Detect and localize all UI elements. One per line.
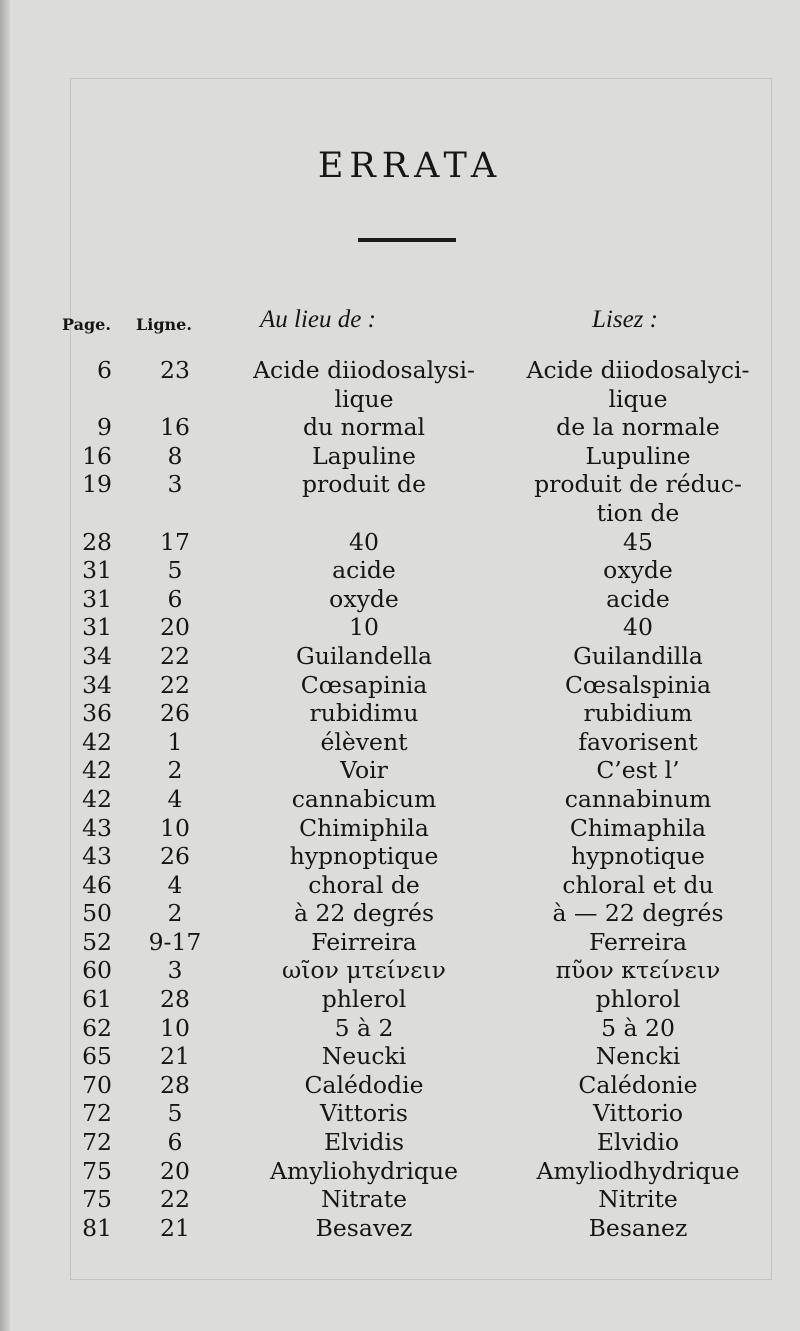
errata-row xyxy=(0,956,800,985)
errata-row xyxy=(0,413,800,442)
row-au-lieu-de xyxy=(218,642,510,671)
row-page-number: 52 xyxy=(82,927,112,956)
row-lisez xyxy=(500,756,776,785)
header-au-lieu-de: Au lieu de : xyxy=(260,306,376,333)
row-line-number: 8 xyxy=(167,441,183,470)
au-lieu-de-text: du normal xyxy=(303,413,425,442)
row-lisez xyxy=(500,613,776,642)
row-lisez xyxy=(500,413,776,442)
row-au-lieu-de xyxy=(218,842,510,871)
lisez-text: 5 à 20 xyxy=(601,1013,675,1042)
lisez-text: Nitrite xyxy=(598,1185,678,1214)
row-au-lieu-de xyxy=(218,442,510,471)
row-au-lieu-de xyxy=(218,1214,510,1243)
errata-row xyxy=(0,642,800,671)
row-line-number: 17 xyxy=(160,527,190,556)
row-line-number: 10 xyxy=(160,1013,190,1042)
row-au-lieu-de xyxy=(218,871,510,900)
au-lieu-de-text: 10 xyxy=(349,613,379,642)
row-page-number: 42 xyxy=(82,784,112,813)
row-line-number: 21 xyxy=(160,1213,190,1242)
errata-row xyxy=(0,585,800,614)
lisez-text: de la normale xyxy=(556,413,720,442)
errata-row xyxy=(0,842,800,871)
row-page-number: 31 xyxy=(82,584,112,613)
row-au-lieu-de xyxy=(218,1185,510,1214)
errata-row xyxy=(0,613,800,642)
row-au-lieu-de xyxy=(218,413,510,442)
au-lieu-de-text: Elvidis xyxy=(323,1128,405,1157)
errata-row xyxy=(0,671,800,700)
row-lisez xyxy=(500,699,776,728)
row-lisez xyxy=(500,1214,776,1243)
errata-row xyxy=(0,528,800,557)
row-page-number: 31 xyxy=(82,556,112,585)
page-title: ERRATA xyxy=(317,146,503,186)
row-line-number: 9-17 xyxy=(148,927,202,956)
row-line-number: 6 xyxy=(167,584,183,613)
au-lieu-de-text: acide xyxy=(332,556,396,585)
au-lieu-de-text: rubidimu xyxy=(309,699,419,728)
row-line-number: 2 xyxy=(167,899,183,928)
lisez-text: πῦον κτείνειν xyxy=(555,956,721,985)
row-page-number: 34 xyxy=(82,670,112,699)
row-au-lieu-de xyxy=(218,671,510,700)
au-lieu-de-text: Feirreira xyxy=(311,927,417,956)
row-line-number: 10 xyxy=(160,813,190,842)
errata-row xyxy=(0,1071,800,1100)
row-lisez xyxy=(500,1128,776,1157)
row-lisez xyxy=(500,442,776,471)
row-line-number: 23 xyxy=(160,356,190,384)
au-lieu-de-text: Nitrate xyxy=(320,1185,408,1214)
row-lisez xyxy=(500,871,776,900)
row-lisez xyxy=(500,671,776,700)
au-lieu-de-text: Besavez xyxy=(315,1213,413,1242)
row-au-lieu-de xyxy=(218,528,510,557)
au-lieu-de-text: Chimiphila xyxy=(299,813,429,842)
row-page-number: 43 xyxy=(82,813,112,842)
row-au-lieu-de xyxy=(218,470,510,499)
errata-row xyxy=(0,1099,800,1128)
lisez-text: hypnotique xyxy=(571,842,705,871)
row-line-number: 4 xyxy=(167,784,183,813)
title-rule xyxy=(358,238,456,242)
lisez-text: tion de xyxy=(596,498,680,527)
row-au-lieu-de xyxy=(218,756,510,785)
row-page-number: 9 xyxy=(97,413,112,442)
row-lisez xyxy=(500,470,776,527)
row-au-lieu-de xyxy=(218,556,510,585)
lisez-text: oxyde xyxy=(603,556,673,585)
row-page-number: 36 xyxy=(82,699,112,728)
row-page-number: 16 xyxy=(82,441,112,470)
lisez-text: Besanez xyxy=(588,1213,688,1242)
row-au-lieu-de xyxy=(218,1042,510,1071)
au-lieu-de-text: Amyliohydrique xyxy=(270,1156,458,1185)
row-line-number: 22 xyxy=(160,670,190,699)
lisez-text: cannabinum xyxy=(564,784,712,813)
row-au-lieu-de xyxy=(218,613,510,642)
row-au-lieu-de xyxy=(218,985,510,1014)
row-line-number: 20 xyxy=(160,1156,190,1185)
row-line-number: 16 xyxy=(160,413,190,442)
row-lisez xyxy=(500,1014,776,1043)
au-lieu-de-text: cannabicum xyxy=(291,784,437,813)
row-page-number: 81 xyxy=(82,1213,112,1242)
row-line-number: 3 xyxy=(167,956,183,985)
au-lieu-de-text: Cœsapinia xyxy=(300,670,428,699)
au-lieu-de-text: hypnoptique xyxy=(289,842,439,871)
row-au-lieu-de xyxy=(218,956,510,985)
au-lieu-de-text: élèvent xyxy=(320,727,408,756)
row-lisez xyxy=(500,585,776,614)
errata-row xyxy=(0,814,800,843)
lisez-text: 45 xyxy=(623,527,653,556)
lisez-text: Elvidio xyxy=(596,1128,680,1157)
row-au-lieu-de xyxy=(218,928,510,957)
row-line-number: 5 xyxy=(167,1099,183,1128)
row-page-number: 50 xyxy=(82,899,112,928)
row-au-lieu-de xyxy=(218,1157,510,1186)
errata-row xyxy=(0,1157,800,1186)
row-page-number: 28 xyxy=(82,527,112,556)
au-lieu-de-text: choral de xyxy=(308,870,420,899)
row-line-number: 28 xyxy=(160,985,190,1014)
errata-row xyxy=(0,785,800,814)
lisez-text: à — 22 degrés xyxy=(552,899,724,928)
lisez-text: favorisent xyxy=(578,727,698,756)
lisez-text: Ferreira xyxy=(588,927,688,956)
errata-row xyxy=(0,1128,800,1157)
row-page-number: 42 xyxy=(82,756,112,785)
lisez-text: produit de réduc- xyxy=(534,470,742,499)
row-page-number: 75 xyxy=(82,1185,112,1214)
row-page-number: 43 xyxy=(82,842,112,871)
row-lisez xyxy=(500,985,776,1014)
errata-table xyxy=(0,356,800,1242)
row-line-number: 26 xyxy=(160,699,190,728)
au-lieu-de-text: Vittoris xyxy=(320,1099,408,1128)
errata-row xyxy=(0,356,800,413)
errata-row xyxy=(0,899,800,928)
row-lisez xyxy=(500,1071,776,1100)
row-line-number: 28 xyxy=(160,1070,190,1099)
row-line-number: 5 xyxy=(167,556,183,585)
lisez-text: Vittorio xyxy=(592,1099,683,1128)
row-au-lieu-de xyxy=(218,785,510,814)
au-lieu-de-text: Lapuline xyxy=(312,441,416,470)
lisez-text: lique xyxy=(608,384,668,413)
errata-row xyxy=(0,699,800,728)
row-page-number: 61 xyxy=(82,985,112,1014)
au-lieu-de-text: Neucki xyxy=(321,1042,407,1071)
row-page-number: 72 xyxy=(82,1099,112,1128)
row-lisez xyxy=(500,556,776,585)
errata-row xyxy=(0,470,800,527)
row-au-lieu-de xyxy=(218,728,510,757)
lisez-text: rubidium xyxy=(583,699,693,728)
au-lieu-de-text: 5 à 2 xyxy=(334,1013,394,1042)
row-lisez xyxy=(500,1042,776,1071)
row-lisez xyxy=(500,642,776,671)
header-ligne: Ligne. xyxy=(136,315,192,334)
row-lisez xyxy=(500,1185,776,1214)
au-lieu-de-text: 40 xyxy=(349,527,379,556)
lisez-text: phlorol xyxy=(595,985,681,1014)
lisez-text: Chimaphila xyxy=(569,813,707,842)
row-au-lieu-de xyxy=(218,1071,510,1100)
au-lieu-de-text: lique xyxy=(334,384,394,413)
row-line-number: 22 xyxy=(160,1185,190,1214)
errata-row xyxy=(0,928,800,957)
row-lisez xyxy=(500,814,776,843)
errata-row xyxy=(0,1042,800,1071)
lisez-text: Nencki xyxy=(595,1042,681,1071)
row-au-lieu-de xyxy=(218,1128,510,1157)
row-lisez xyxy=(500,956,776,985)
row-page-number: 34 xyxy=(82,641,112,670)
header-page: Page. xyxy=(62,315,111,334)
au-lieu-de-text: Calédodie xyxy=(304,1070,424,1099)
lisez-text: chloral et du xyxy=(562,870,714,899)
lisez-text: Lupuline xyxy=(585,441,691,470)
row-lisez xyxy=(500,728,776,757)
row-lisez xyxy=(500,785,776,814)
errata-row xyxy=(0,985,800,1014)
row-page-number: 31 xyxy=(82,613,112,642)
errata-row xyxy=(0,442,800,471)
au-lieu-de-text: Voir xyxy=(340,756,388,785)
lisez-text: Guilandilla xyxy=(573,641,703,670)
row-page-number: 72 xyxy=(82,1128,112,1157)
lisez-text: acide xyxy=(606,584,670,613)
errata-row xyxy=(0,756,800,785)
errata-row xyxy=(0,1214,800,1243)
row-au-lieu-de xyxy=(218,699,510,728)
lisez-text: Acide diiodosalyci- xyxy=(526,356,750,384)
row-lisez xyxy=(500,1157,776,1186)
au-lieu-de-text: produit de xyxy=(302,470,426,499)
au-lieu-de-text: oxyde xyxy=(329,584,399,613)
row-line-number: 3 xyxy=(167,470,183,499)
row-line-number: 6 xyxy=(167,1128,183,1157)
row-line-number: 22 xyxy=(160,641,190,670)
lisez-text: Calédonie xyxy=(578,1070,698,1099)
row-page-number: 70 xyxy=(82,1070,112,1099)
row-lisez xyxy=(500,356,776,413)
au-lieu-de-text: Guilandella xyxy=(295,641,433,670)
row-page-number: 65 xyxy=(82,1042,112,1071)
lisez-text: Cœsalspinia xyxy=(564,670,712,699)
row-line-number: 2 xyxy=(167,756,183,785)
row-line-number: 4 xyxy=(167,870,183,899)
row-page-number: 62 xyxy=(82,1013,112,1042)
row-lisez xyxy=(500,1099,776,1128)
au-lieu-de-text: Acide diiodosalysi- xyxy=(253,356,475,384)
row-line-number: 21 xyxy=(160,1042,190,1071)
errata-row xyxy=(0,1185,800,1214)
row-lisez xyxy=(500,899,776,928)
header-lisez: Lisez : xyxy=(592,306,658,333)
au-lieu-de-text: phlerol xyxy=(321,985,407,1014)
row-line-number: 1 xyxy=(167,727,183,756)
row-au-lieu-de xyxy=(218,814,510,843)
lisez-text: C’est l’ xyxy=(596,756,680,785)
row-line-number: 20 xyxy=(160,613,190,642)
row-lisez xyxy=(500,928,776,957)
row-line-number: 26 xyxy=(160,842,190,871)
row-au-lieu-de xyxy=(218,899,510,928)
row-lisez xyxy=(500,842,776,871)
row-page-number: 42 xyxy=(82,727,112,756)
lisez-text: Amyliodhydrique xyxy=(536,1156,740,1185)
errata-row xyxy=(0,728,800,757)
errata-row xyxy=(0,871,800,900)
row-page-number: 75 xyxy=(82,1156,112,1185)
row-page-number: 60 xyxy=(82,956,112,985)
row-page-number: 46 xyxy=(82,870,112,899)
row-au-lieu-de xyxy=(218,1014,510,1043)
row-au-lieu-de xyxy=(218,1099,510,1128)
au-lieu-de-text: ωῖον μτείνειν xyxy=(282,956,446,985)
row-page-number: 19 xyxy=(82,470,112,499)
row-au-lieu-de xyxy=(218,356,510,413)
row-au-lieu-de xyxy=(218,585,510,614)
row-lisez xyxy=(500,528,776,557)
au-lieu-de-text: à 22 degrés xyxy=(293,899,435,928)
errata-row xyxy=(0,556,800,585)
errata-row xyxy=(0,1014,800,1043)
lisez-text: 40 xyxy=(623,613,653,642)
row-page-number: 6 xyxy=(97,356,112,384)
